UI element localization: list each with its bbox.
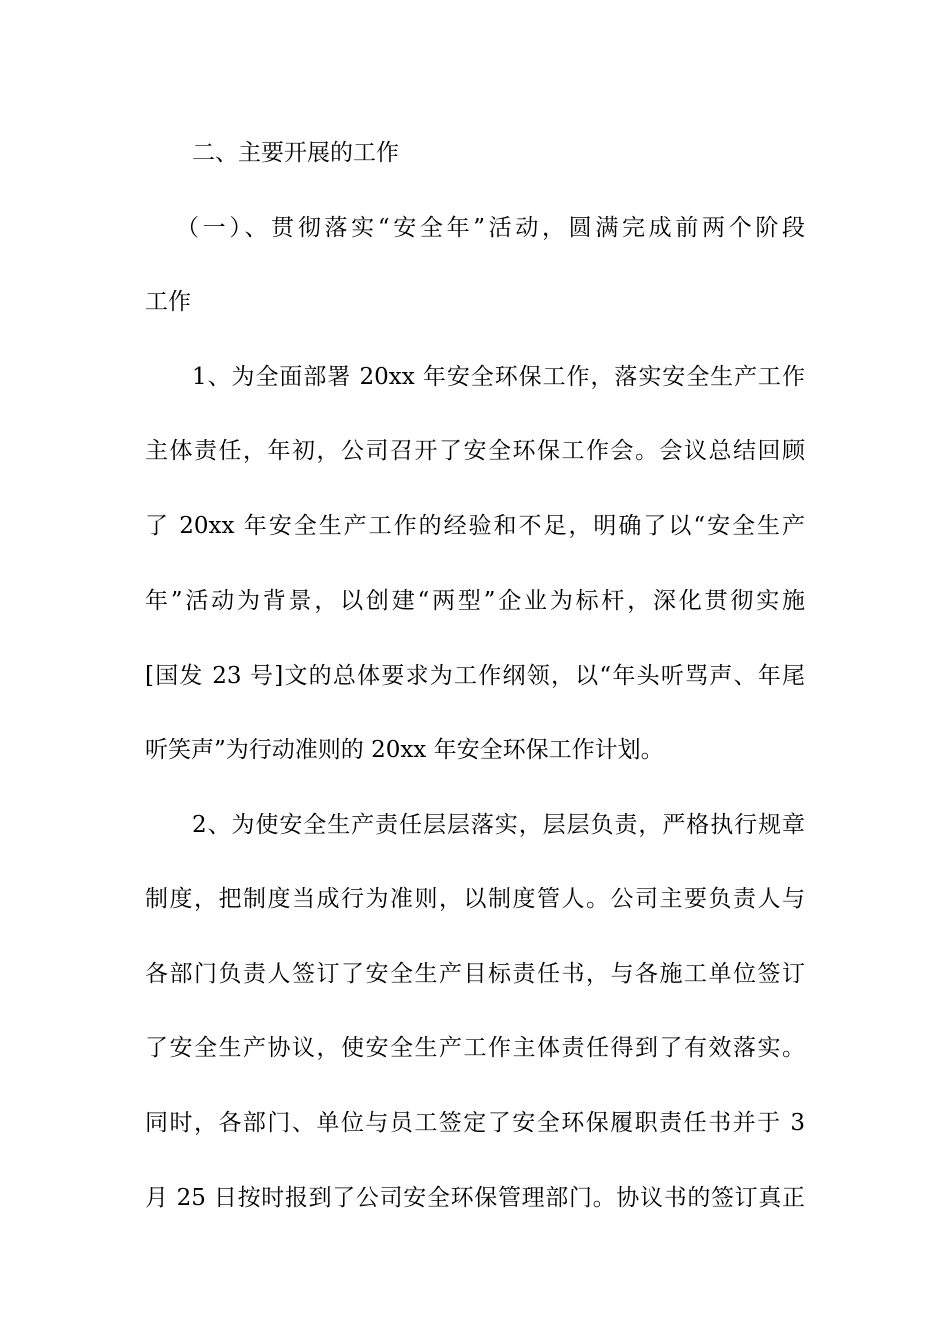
paragraph-2-line-1: 2、为使安全生产责任层层落实，层层负责，严格执行规章 <box>192 812 805 838</box>
paragraph-1-line-6: 听笑声”为行动准则的 20xx 年安全环保工作计划。 <box>145 737 664 763</box>
paragraph-2-line-6: 月 25 日按时报到了公司安全环保管理部门。协议书的签订真正 <box>145 1185 805 1211</box>
paragraph-2-line-3: 各部门负责人签订了安全生产目标责任书，与各施工单位签订 <box>145 961 805 987</box>
paragraph-1-line-4: 年”活动为背景，以创建“两型”企业为标杆，深化贯彻实施 <box>145 588 805 614</box>
paragraph-2-line-2: 制度，把制度当成行为准则，以制度管人。公司主要负责人与 <box>145 886 805 912</box>
paragraph-2-line-4: 了安全生产协议，使安全生产工作主体责任得到了有效落实。 <box>145 1035 805 1061</box>
paragraph-2-line-5: 同时，各部门、单位与员工签定了安全环保履职责任书并于 3 <box>145 1110 805 1136</box>
paragraph-1-line-2: 主体责任，年初，公司召开了安全环保工作会。会议总结回顾 <box>145 438 805 464</box>
section-heading: 二、主要开展的工作 <box>192 140 399 166</box>
paragraph-1-line-5: [国发 23 号]文的总体要求为工作纲领，以“年头听骂声、年尾 <box>145 663 805 689</box>
paragraph-1-line-1: 1、为全面部署 20xx 年安全环保工作，落实安全生产工作 <box>192 364 805 390</box>
subsection-heading-line-1: （一）、贯彻落实“安全年”活动，圆满完成前两个阶段 <box>176 215 805 241</box>
subsection-heading-line-2: 工作 <box>145 289 191 315</box>
paragraph-1-line-3: 了 20xx 年安全生产工作的经验和不足，明确了以“安全生产 <box>145 513 805 539</box>
